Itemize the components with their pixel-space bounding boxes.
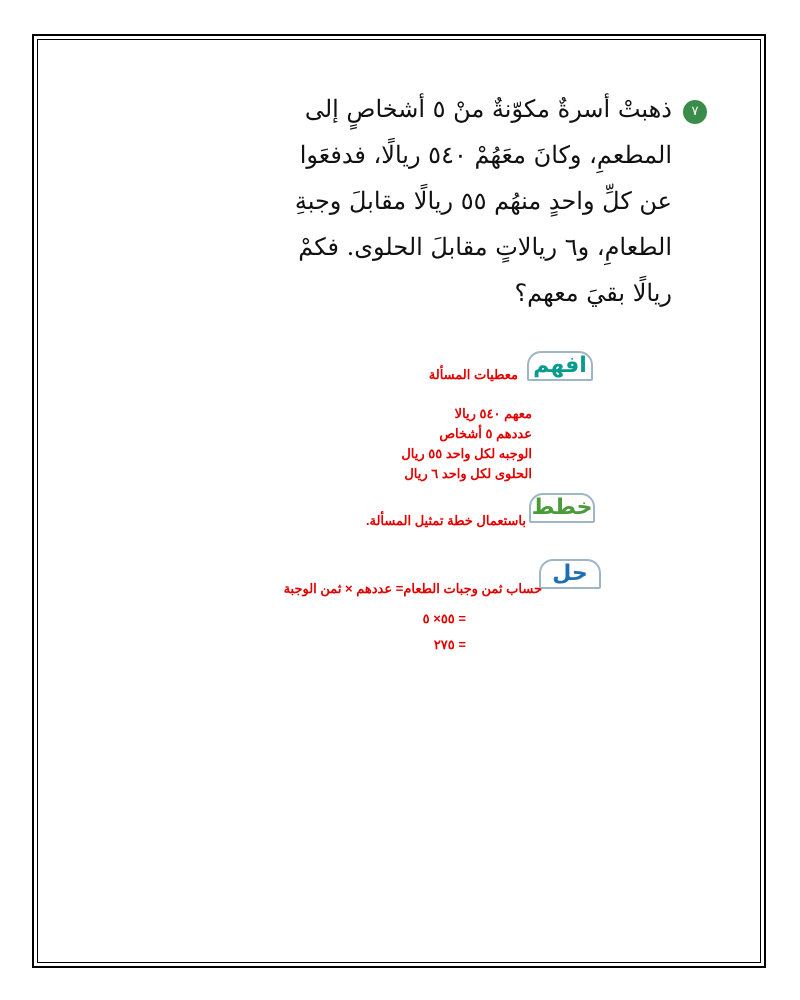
plan-tab: خطط — [529, 493, 595, 523]
solve-step: = ٥٥× ٥ — [422, 611, 466, 626]
given-item: الحلوى لكل واحد ٦ ريال — [404, 466, 532, 481]
solve-step: = ٢٧٥ — [433, 637, 466, 652]
given-item: عددهم ٥ أشخاص — [439, 426, 532, 441]
question-number-badge: ٧ — [683, 100, 707, 124]
problem-statement — [294, 86, 672, 316]
given-item: معهم ٥٤٠ ريالا — [454, 406, 532, 421]
given-item: الوجبه لكل واحد ٥٥ ريال — [401, 446, 532, 461]
problem-line: ذهبتْ أسرةٌ مكوّنةٌ منْ ٥ أشخاصٍ إلى — [304, 95, 672, 123]
solve-tab: حل — [539, 559, 601, 589]
problem-line: الطعامِ، و٦ ريالاتٍ مقابلَ الحلوى. فكمْ — [298, 233, 672, 261]
given-list — [401, 404, 532, 484]
problem-line: ريالًا بقيَ معهم؟ — [514, 279, 672, 307]
plan-text: باستعمال خطة تمثيل المسألة. — [365, 513, 526, 528]
solve-text: حساب ثمن وجبات الطعام= عددهم × ثمن الوجبة — [283, 581, 542, 596]
understand-heading: معطيات المسألة — [428, 367, 518, 382]
understand-tab: افهم — [527, 351, 593, 381]
problem-line: عن كلِّ واحدٍ منهُم ٥٥ ريالًا مقابلَ وجبةِ — [294, 187, 672, 215]
problem-line: المطعمِ، وكانَ معَهُمْ ٥٤٠ ريالًا، فدفعَوا — [299, 141, 672, 169]
